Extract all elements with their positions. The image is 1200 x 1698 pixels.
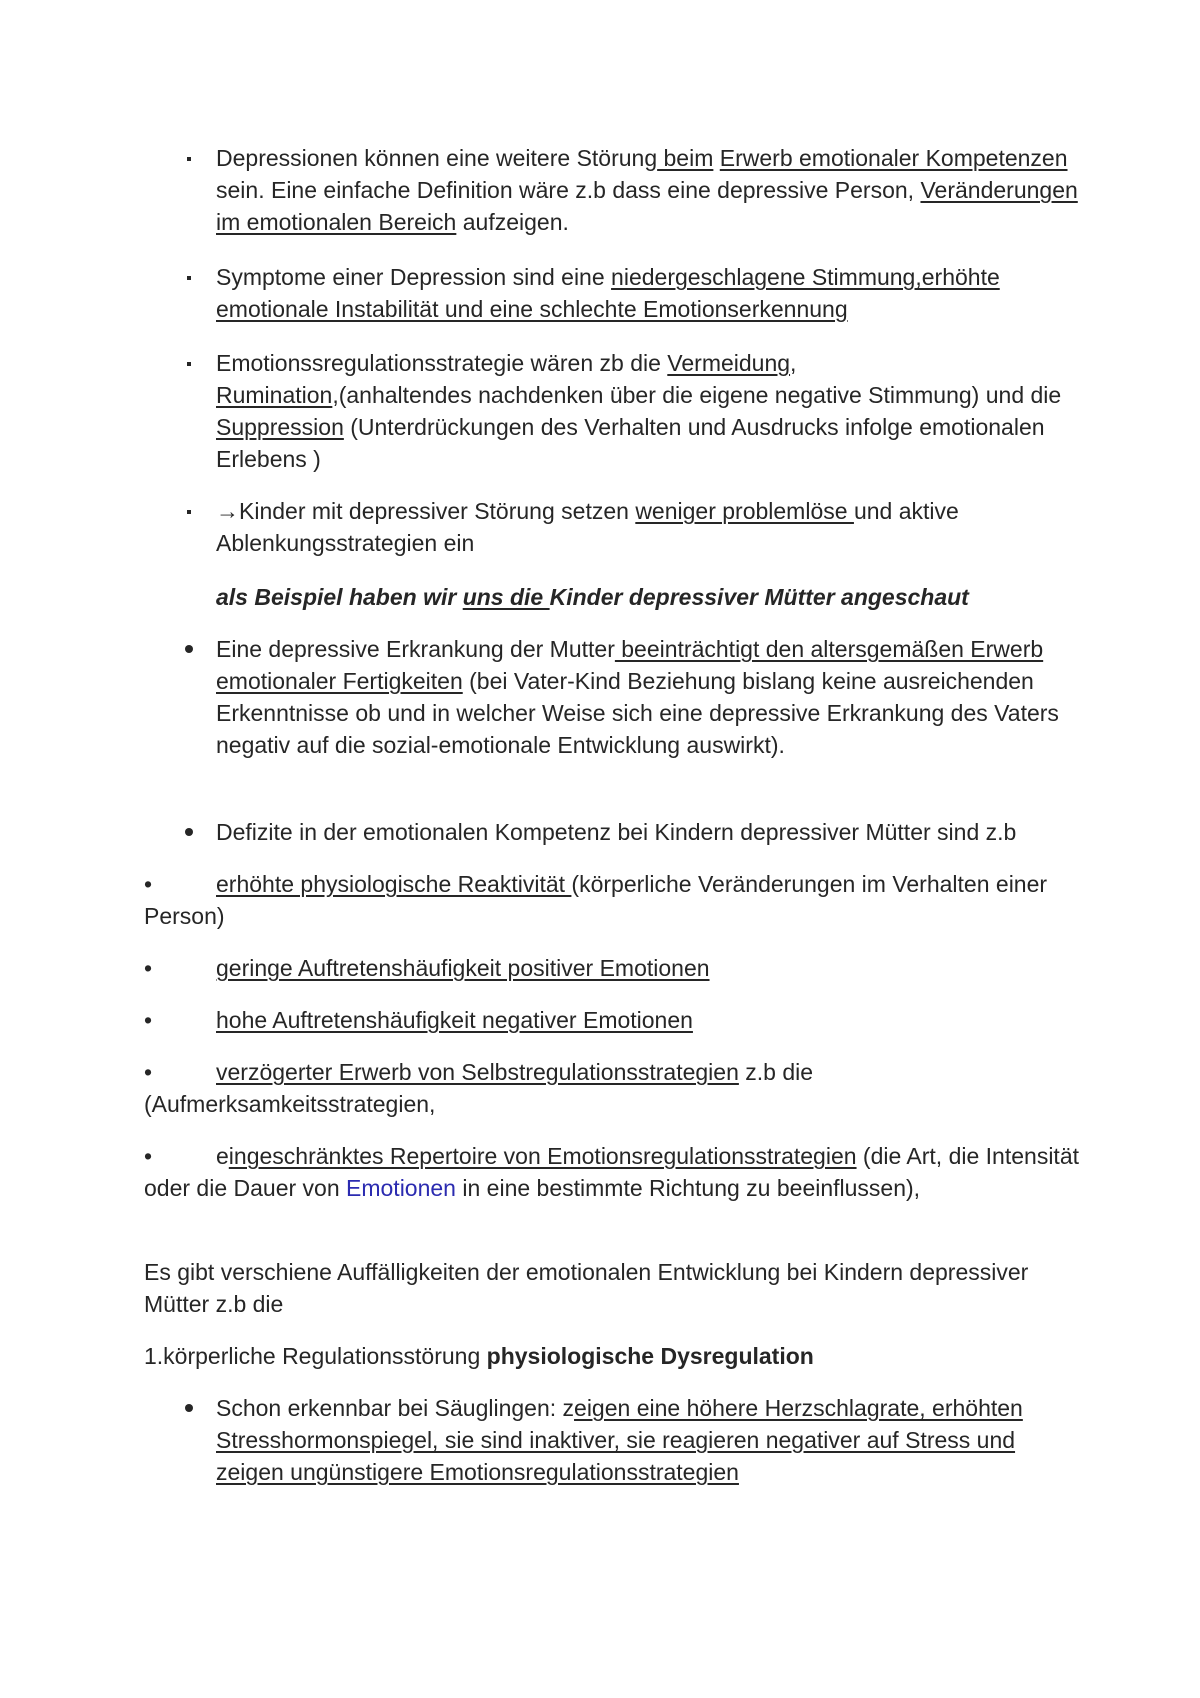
underlined-text: beeinträchtigt den altersgemäßen Erwerb emotionaler Fertigkeiten bbox=[216, 636, 1044, 694]
emotionen-link[interactable]: Emotionen bbox=[346, 1175, 456, 1201]
text: Defizite in der emotionalen Kompetenz bei Kindern depressiver Mütter sind z.b bbox=[216, 819, 1017, 845]
underlined-text: niedergeschlagene Stimmung,erhöhte emotionale Instabilität und eine schlechte Emotionserkennung bbox=[216, 264, 1000, 322]
text: aufzeigen. bbox=[456, 209, 569, 235]
text: Eine depressive Erkrankung der Mutter bbox=[216, 636, 615, 662]
bullet-regulation-strategies bbox=[216, 347, 1086, 475]
example-heading bbox=[216, 581, 1086, 613]
underlined-text: Veränderungen im emotionalen Bereich bbox=[216, 177, 1078, 235]
text: (die Art, die Intensität oder die Dauer von bbox=[144, 1143, 1079, 1201]
underlined-text: uns die bbox=[462, 584, 550, 610]
bullet-mother-depression bbox=[216, 633, 1086, 761]
bullet-infants bbox=[216, 1392, 1086, 1488]
underlined-text: Vermeidung bbox=[667, 350, 791, 376]
text: , bbox=[790, 350, 797, 376]
deficit-item-reactivity bbox=[144, 868, 1084, 932]
text: sein. Eine einfache Definition wäre z.b dass eine depressive Person, bbox=[216, 177, 921, 203]
text: 1.körperliche Regulationsstörung bbox=[144, 1343, 487, 1369]
underlined-text: hohe Auftretenshäufigkeit negativer Emotionen bbox=[216, 1007, 693, 1033]
section-1-heading bbox=[144, 1340, 1084, 1372]
bullet-deficits-intro bbox=[216, 816, 1116, 848]
deficit-item-negative-emotions bbox=[144, 1004, 1084, 1036]
bullet-dot-icon: • bbox=[144, 1143, 153, 1169]
bullet-dot-icon: • bbox=[144, 1007, 153, 1033]
text: (Unterdrückungen des Verhalten und Ausdrucks infolge emotionalen Erlebens ) bbox=[216, 414, 1045, 472]
text: Emotionssregulationsstrategie wären zb die bbox=[216, 350, 668, 376]
text: und aktive Ablenkungsstrategien ein bbox=[216, 498, 959, 556]
text: (bei Vater-Kind Beziehung bislang keine ausreichenden Erkenntnisse ob und in welcher Weise sich eine depressive Erkrankung des Vaters negativ auf die sozial-emotionale Entwicklung auswirkt). bbox=[216, 668, 1059, 758]
bullet-depression-definition bbox=[216, 142, 1086, 238]
underlined-text: beim bbox=[657, 145, 714, 171]
bullet-symptoms bbox=[216, 261, 1086, 325]
underlined-text: weniger problemlöse bbox=[635, 498, 854, 524]
bold-text: physiologische Dysregulation bbox=[486, 1343, 814, 1369]
deficit-item-positive-emotions bbox=[144, 952, 1084, 984]
text: (körperliche Veränderungen im Verhalten einer Person) bbox=[144, 871, 1048, 929]
arrow-icon: → bbox=[216, 498, 239, 524]
text: Schon erkennbar bei Säuglingen: z bbox=[216, 1395, 575, 1421]
underlined-text: geringe Auftretenshäufigkeit positiver Emotionen bbox=[216, 955, 710, 981]
deficit-item-repertoire bbox=[144, 1140, 1084, 1204]
text: z.b die (Aufmerksamkeitsstrategien, bbox=[144, 1059, 814, 1117]
underlined-text: erhöhte physiologische Reaktivität bbox=[216, 871, 572, 897]
underlined-text: verzögerter Erwerb von Selbstregulationsstrategien bbox=[216, 1059, 739, 1085]
text: in eine bestimmte Richtung zu beeinflussen), bbox=[455, 1175, 921, 1201]
underlined-text: ingeschränktes Repertoire von Emotionsregulationsstrategien bbox=[228, 1143, 857, 1169]
text: Kinder depressiver Mütter angeschaut bbox=[549, 584, 969, 610]
underlined-text: eigen eine höhere Herzschlagrate, erhöhten Stresshormonspiegel, sie sind inaktiver, sie reagieren negativer auf Stress und zeigen ungünstigere Emotionsregulationsstrategien bbox=[216, 1395, 1023, 1485]
text: als Beispiel haben wir bbox=[216, 584, 463, 610]
summary-paragraph bbox=[144, 1256, 1084, 1320]
text: Es gibt verschiene Auffälligkeiten der emotionalen Entwicklung bei Kindern depressiver Mütter z.b die bbox=[144, 1259, 1029, 1317]
bullet-children-strategies bbox=[216, 495, 1086, 559]
text: e bbox=[216, 1143, 229, 1169]
text: Depressionen können eine weitere Störung bbox=[216, 145, 658, 171]
underlined-text: Erwerb emotionaler Kompetenzen bbox=[719, 145, 1068, 171]
bullet-dot-icon: • bbox=[144, 871, 153, 897]
text: Kinder mit depressiver Störung setzen bbox=[239, 498, 636, 524]
text: ,(anhaltendes nachdenken über die eigene negative Stimmung) und die bbox=[332, 382, 1062, 408]
bullet-dot-icon: • bbox=[144, 1059, 153, 1085]
underlined-text: Rumination bbox=[216, 382, 333, 408]
deficit-item-self-regulation bbox=[144, 1056, 1084, 1120]
underlined-text: Suppression bbox=[216, 414, 344, 440]
text: Symptome einer Depression sind eine bbox=[216, 264, 612, 290]
bullet-dot-icon: • bbox=[144, 955, 153, 981]
